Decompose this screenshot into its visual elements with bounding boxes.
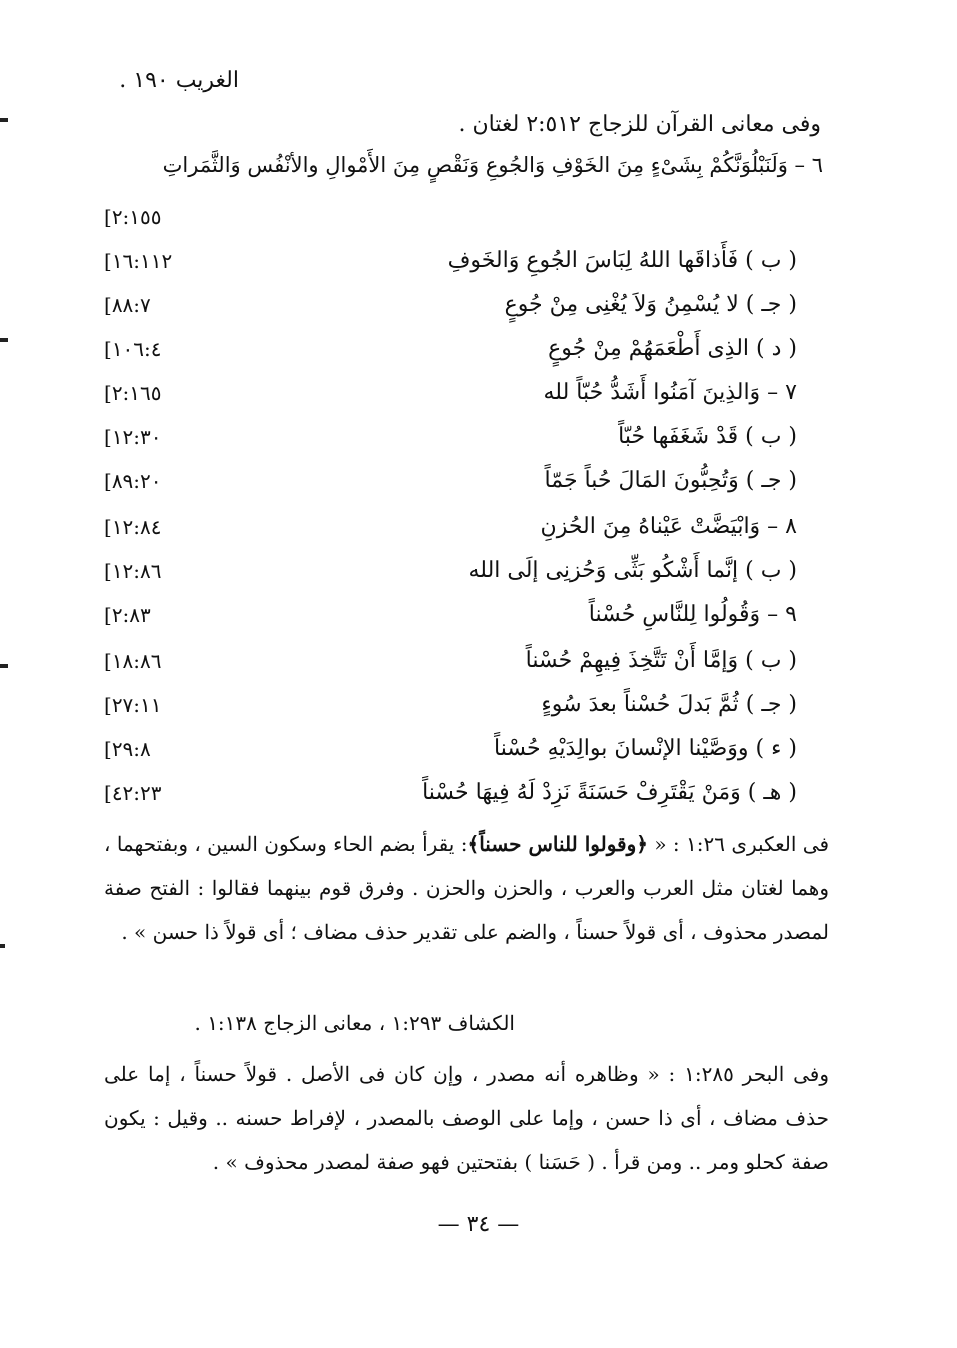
verse-row-text: ( ب ) قَدْ شَغَفَها حُبّاً: [618, 424, 797, 449]
verse-reference: [١٨:٨٦: [104, 649, 162, 673]
verse-reference: [٢:١٦٥: [104, 381, 162, 405]
verse-row-text: ( جـ ) وَتُحِبُّونَ المَالَ حُباً جَمّاً: [544, 468, 797, 493]
paragraph-bahr: وفى البحر ١:٢٨٥ : « وظاهره أنه مصدر ، وإن كان فى الأصل . قولاً حسناً ، إما على حذف مضاف ، أى ذا حسن ، وإما على الوصف بالمصدر ، لإفراط حسنه .. وقيل : يكون صفة كحلو ومر .. ومن قرأ . ( حَسَنا ) بفتحتين فهو صفة لمصدر محذوف » .: [104, 1062, 830, 1174]
verse-row-text: ( ب ) فَأَذاقَها اللهُ لِبَاسَ الجُوعِ وَالخَوفِ: [447, 248, 797, 273]
verse-heading: ٦ – وَلَنَبْلُوَنَّكُمْ بِشَىْءٍ مِنَ الخَوْفِ وَالجُوعِ وَنَقْصٍ مِنَ الأَمْوالِ والأنْفُس وَالثَّمَراتِ: [162, 153, 823, 177]
para1-prefix: فى العكبرى ١:٢٦ : «: [647, 832, 829, 856]
header-line-1: الغريب ١٩٠ .: [119, 68, 239, 93]
verse-reference: [٢٩:٨: [104, 737, 151, 761]
verse-reference: [٤٢:٢٣: [104, 781, 162, 805]
verse-reference: [١٦:١١٢: [104, 249, 173, 273]
verse-reference: [٨٨:٧: [104, 293, 151, 317]
para1-quote: ﴿وقولوا للناس حسناً﴾: [467, 832, 648, 856]
verse-reference: [٨٩:٢٠: [104, 469, 162, 493]
page-number: — ٣٤ —: [437, 1212, 520, 1237]
verse-row-text: ٩ – وَقُولُوا لِلنَّاسِ حُسْناً: [588, 602, 797, 627]
paragraph-kashshaf: الكشاف ١:٢٩٣ ، معانى الزجاج ١:١٣٨ .: [194, 1011, 515, 1035]
header-line-2: وفى معانى القرآن للزجاج ٢:٥١٢ لغتان .: [458, 112, 821, 137]
verse-row-text: ٧ – وَالذِينَ آمَنُوا أَشَدُّ حُبّاً لله: [543, 380, 797, 405]
margin-mark: [0, 118, 8, 122]
para1-rest: : يقرأ بضم الحاء وسكون السين ، وبفتحهما ، وهما لغتان مثل العرب والعرب ، والحزن والحزن . وفرق قوم بينهما فقالوا : الفتح صفة لمصدر محذوف ، أى قولاً حسناً ، والضم على تقدير حذف مضاف ؛ أى قولاً ذا حسن » .: [104, 832, 829, 944]
verse-reference: [١٢:٨٤: [104, 515, 162, 539]
margin-mark: [0, 664, 8, 668]
verse-row-text: ( جـ ) لا يُسْمِنُ وَلاَ يُغْنِى مِنْ جُوعٍ: [504, 292, 797, 317]
verse-reference: [٢:١٥٥: [104, 205, 162, 229]
verse-row-text: ( ب ) إنَّما أَشْكُو بَثِّى وَحُزنِى إلَى الله: [468, 558, 797, 583]
margin-mark: [0, 338, 8, 342]
verse-reference: [١٢:٨٦: [104, 559, 162, 583]
verse-row-text: ( جـ ) ثُمَّ بَدلَ حُسْناً بعدَ سُوءٍ: [541, 692, 797, 717]
verse-reference: [١٠٦:٤: [104, 337, 162, 361]
verse-reference: [٢٧:١١: [104, 693, 162, 717]
verse-row-text: ( د ) الذِى أَطْعَمَهُمْ مِنْ جُوعٍ: [548, 336, 797, 361]
margin-mark: [0, 944, 5, 948]
verse-row-text: ( ء ) ووَصَّيْنا الإنْسانَ بوالِدَيْهِ حُسْناً: [494, 736, 797, 761]
verse-reference: [١٢:٣٠: [104, 425, 162, 449]
paragraph-ukbari: [104, 822, 829, 954]
verse-row-text: ٨ – وَابْيَضَّتْ عَيْناهُ مِنَ الحُزنِ: [540, 514, 797, 539]
verse-row-text: ( ب ) وَإمَّا أَنْ تَتَّخِذَ فِيهِمْ حُسْناً: [525, 648, 797, 673]
verse-row-text: ( هـ ) وَمَنْ يَقْتَرِفْ حَسَنَةً نَزِدْ لَهُ فِيهَا حُسْناً: [422, 780, 797, 805]
verse-reference: [٢:٨٣: [104, 603, 151, 627]
